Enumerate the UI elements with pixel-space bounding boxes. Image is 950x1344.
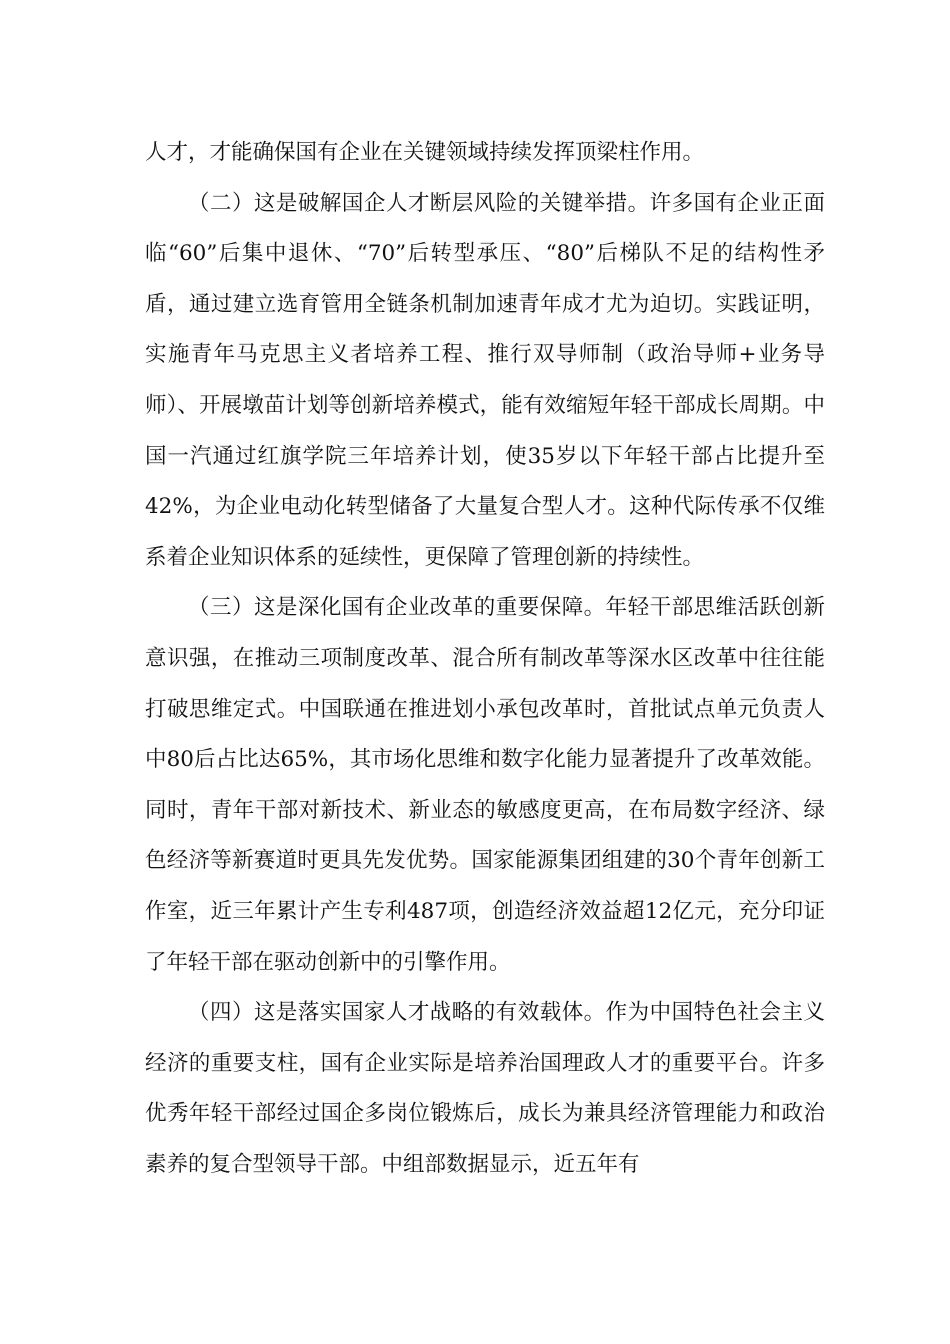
paragraph-section-4: （四）这是落实国家人才战略的有效载体。作为中国特色社会主义经济的重要支柱，国有企业实际是培养治国理政人才的重要平台。许多优秀年轻干部经过国企多岗位锻炼后，成长为兼具经济管理能力和政治素养的复合型领导干部。中组部数据显示，近五年有 (145, 1000, 825, 1177)
body-text (145, 128, 825, 1190)
paragraph-section-2: （二）这是破解国企人才断层风险的关键举措。许多国有企业正面临“60”后集中退休、“70”后转型承压、“80”后梯队不足的结构性矛盾，通过建立选育管用全链条机制加速青年成才尤为迫切。实践证明，实施青年马克思主义者培养工程、推行双导师制（政治导师+业务导师）、开展墩苗计划等创新培养模式，能有效缩短年轻干部成长周期。中国一汽通过红旗学院三年培养计划，使35岁以下年轻干部占比提升至42%，为企业电动化转型储备了大量复合型人才。这种代际传承不仅维系着企业知识体系的延续性，更保障了管理创新的持续性。 (145, 190, 825, 570)
paragraph-continuation: 人才，才能确保国有企业在关键领域持续发挥顶梁柱作用。 (145, 140, 705, 165)
paragraph-section-3: （三）这是深化国有企业改革的重要保障。年轻干部思维活跃创新意识强，在推动三项制度改革、混合所有制改革等深水区改革中往往能打破思维定式。中国联通在推进划小承包改革时，首批试点单元负责人中80后占比达65%，其市场化思维和数字化能力显著提升了改革效能。同时，青年干部对新技术、新业态的敏感度更高，在布局数字经济、绿色经济等新赛道时更具先发优势。国家能源集团组建的30个青年创新工作室，近三年累计产生专利487项，创造经济效益超12亿元，充分印证了年轻干部在驱动创新中的引擎作用。 (145, 595, 825, 975)
